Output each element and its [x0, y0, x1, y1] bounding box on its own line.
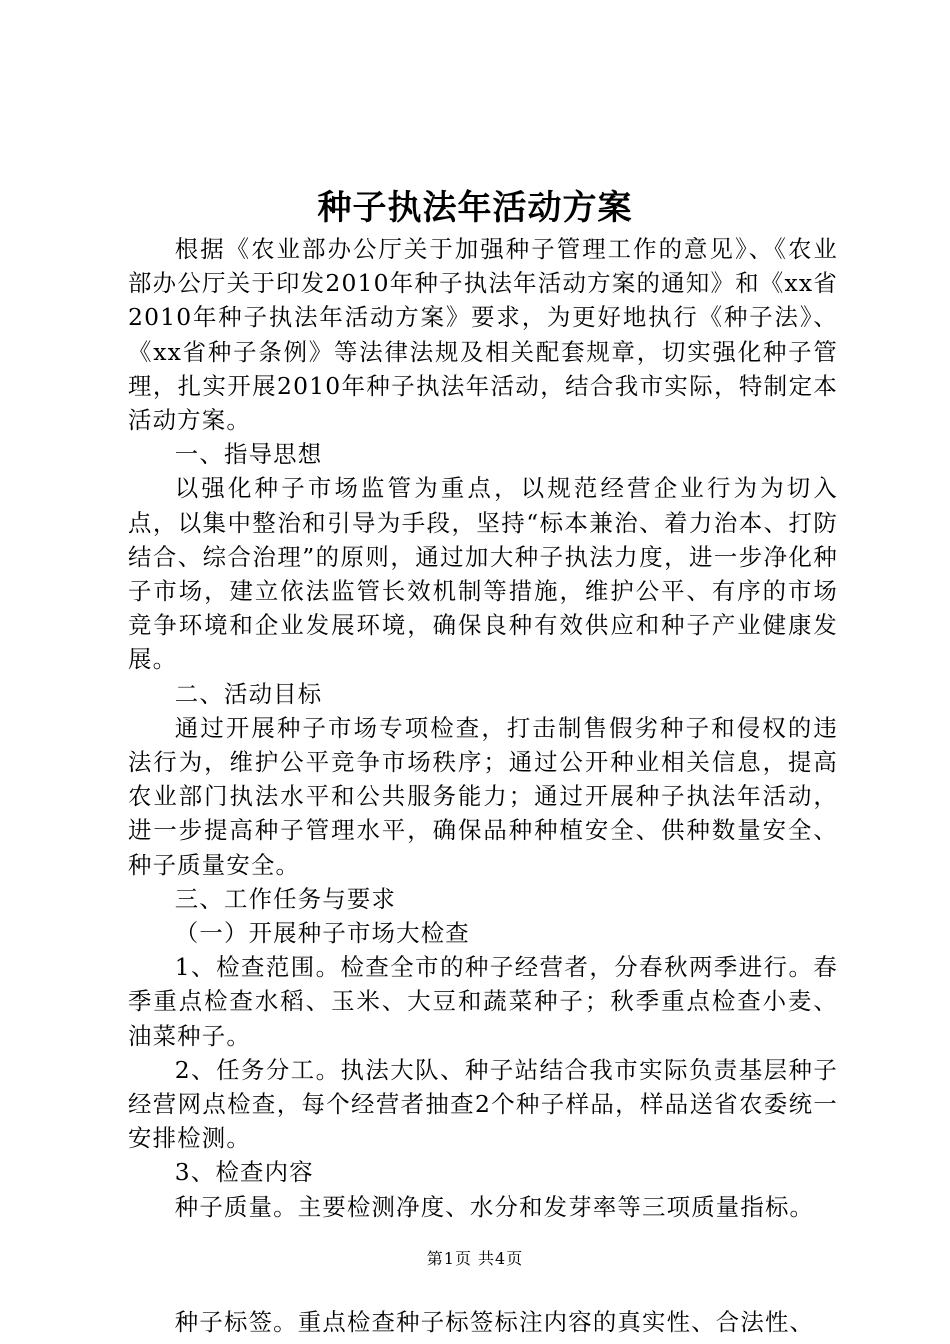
- section-heading: 二、活动目标: [174, 679, 323, 708]
- section-heading: 一、指导思想: [174, 440, 323, 469]
- paragraph: 种子质量。主要检测净度、水分和发芽率等三项质量指标。: [174, 1192, 815, 1221]
- paragraph: 根据《农业部办公厅关于加强种子管理工作的意见》、《农业部办公厅关于印发2010年种子执法年活动方案的通知》和《xx省2010年种子执法年活动方案》要求，为更好地执行《种子法》、《xx省种子条例》等法律法规及相关配套规章，切实强化种子管理，扎实开展2010年种子执法年活动，结合我市实际，特制定本活动方案。: [128, 235, 838, 435]
- section-heading: 三、工作任务与要求: [174, 884, 397, 913]
- paragraph: 以强化种子市场监管为重点，以规范经营企业行为为切入点，以集中整治和引导为手段，坚持“标本兼治、着力治本、打防结合、综合治理”的原则，通过加大种子执法力度，进一步净化种子市场，建立依法监管长效机制等措施，维护公平、有序的市场竞争环境和企业发展环境，确保良种有效供应和种子产业健康发展。: [128, 474, 838, 674]
- paragraph: 1、检查范围。检查全市的种子经营者，分春秋两季进行。春季重点检查水稻、玉米、大豆和蔬菜种子；秋季重点检查小麦、油菜种子。: [128, 953, 838, 1050]
- section-heading: 3、检查内容: [174, 1158, 314, 1187]
- paragraph: 种子标签。重点检查种子标签标注内容的真实性、合法性、: [174, 1307, 815, 1336]
- document-title: 种子执法年活动方案: [317, 188, 633, 228]
- page-footer: 第1页 共4页: [426, 1249, 524, 1268]
- document-body: [128, 232, 838, 1339]
- paragraph: 2、任务分工。执法大队、种子站结合我市实际负责基层种子经营网点检查，每个经营者抽查2个种子样品，样品送省农委统一安排检测。: [128, 1055, 838, 1153]
- paragraph: 通过开展种子市场专项检查，打击制售假劣种子和侵权的违法行为，维护公平竞争市场秩序；通过公开种业相关信息，提高农业部门执法水平和公共服务能力；通过开展种子执法年活动，进一步提高种子管理水平，确保品种种植安全、供种数量安全、种子质量安全。: [128, 713, 838, 879]
- section-heading: （一）开展种子市场大检查: [174, 919, 470, 948]
